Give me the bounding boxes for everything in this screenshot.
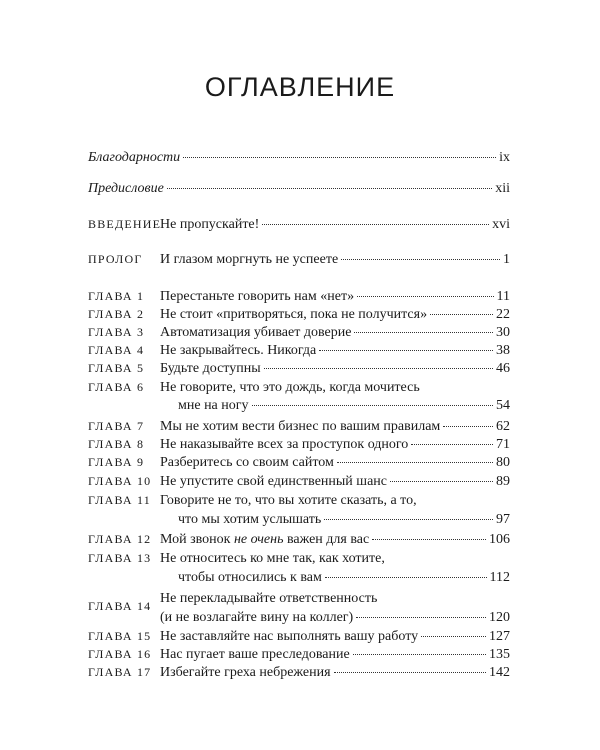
page-number: 30 <box>496 325 510 340</box>
entry-title: Предисловие <box>88 181 164 196</box>
page-number: 38 <box>496 343 510 358</box>
dot-leader <box>183 157 496 158</box>
dot-leader <box>354 332 493 333</box>
toc-line <box>160 436 510 453</box>
entry-label: ГЛАВА 1 <box>88 289 145 303</box>
entry-title: Не говорите, что это дождь, когда мочитесь <box>160 380 420 395</box>
page-number: 11 <box>496 289 510 304</box>
toc-line <box>160 379 510 396</box>
entry-title: Разберитесь со своим сайтом <box>160 455 334 470</box>
dot-leader <box>356 617 486 618</box>
entry-label: ГЛАВА 4 <box>88 343 145 357</box>
dot-leader <box>167 188 492 189</box>
entry-label: ГЛАВА 15 <box>88 629 152 643</box>
entry-title: Перестаньте говорить нам «нет» <box>160 289 355 304</box>
toc-line <box>88 149 510 166</box>
entry-title: Избегайте греха небрежения <box>160 665 331 680</box>
entry-label: ПРОЛОГ <box>88 252 143 266</box>
dot-leader <box>372 539 486 540</box>
entry-title: Не заставляйте нас выполнять вашу работу <box>160 629 419 644</box>
page-number: 46 <box>496 361 510 376</box>
toc-line <box>88 180 510 197</box>
toc-line <box>160 360 510 377</box>
toc-line <box>160 454 510 471</box>
entry-label: ГЛАВА 12 <box>88 532 152 546</box>
entry-label: ГЛАВА 2 <box>88 307 145 321</box>
dot-leader <box>411 444 493 445</box>
dot-leader <box>341 259 500 260</box>
toc-line-continued <box>178 569 510 586</box>
dot-leader <box>319 350 493 351</box>
entry-label: ГЛАВА 7 <box>88 419 145 433</box>
toc-line <box>160 492 510 509</box>
entry-title: Говорите не то, что вы хотите сказать, а то, <box>160 493 417 508</box>
entry-title-continued: что мы хотим услышать <box>178 512 322 527</box>
dot-leader <box>325 577 487 578</box>
entry-label: ГЛАВА 9 <box>88 455 145 469</box>
entry-label: ГЛАВА 5 <box>88 361 145 375</box>
toc-line <box>160 590 510 607</box>
entry-label: ГЛАВА 8 <box>88 437 145 451</box>
entry-title-part: важен для вас <box>283 532 370 547</box>
entry-title-part: Мой звонок <box>160 532 234 547</box>
dot-leader <box>337 462 493 463</box>
page-number: xvi <box>492 217 510 232</box>
entry-title-continued: чтобы относились к вам <box>178 570 322 585</box>
page-number: 71 <box>496 437 510 452</box>
toc-line-continued <box>178 397 510 414</box>
entry-title: Не перекладывайте ответственность <box>160 591 378 606</box>
page-number: 97 <box>496 512 510 527</box>
page-number: ix <box>499 150 510 165</box>
page-number: 54 <box>496 398 510 413</box>
entry-title: Благодарности <box>88 150 181 165</box>
entry-title: Не упустите свой единственный шанс <box>160 474 387 489</box>
page-title: ОГЛАВЛЕНИЕ <box>204 72 396 102</box>
entry-title-continued: мне на ногу <box>178 398 249 413</box>
entry-label: ГЛАВА 13 <box>88 551 152 565</box>
entry-title: Не закрывайтесь. Никогда <box>160 343 317 358</box>
page-number: 142 <box>489 665 510 680</box>
entry-label: ГЛАВА 16 <box>88 647 152 661</box>
toc-line <box>160 342 510 359</box>
entry-title: И глазом моргнуть не успеете <box>160 252 339 267</box>
entry-label: ГЛАВА 3 <box>88 325 145 339</box>
page-number: 89 <box>496 474 510 489</box>
page-number: 80 <box>496 455 510 470</box>
page-number: 22 <box>496 307 510 322</box>
dot-leader <box>262 224 489 225</box>
entry-label: ГЛАВА 6 <box>88 380 145 394</box>
page-number: 112 <box>489 570 510 585</box>
entry-title: Мы не хотим вести бизнес по вашим правилам <box>160 419 441 434</box>
page-number: xii <box>495 181 510 196</box>
toc-line <box>160 324 510 341</box>
dot-leader <box>334 672 486 673</box>
toc-line <box>160 531 510 548</box>
entry-label: ГЛАВА 11 <box>88 493 151 507</box>
dot-leader <box>421 636 486 637</box>
entry-title: Не относитесь ко мне так, как хотите, <box>160 551 385 566</box>
entry-label: ГЛАВА 10 <box>88 474 152 488</box>
toc-line <box>160 664 510 681</box>
entry-label: ГЛАВА 17 <box>88 665 152 679</box>
entry-title: Автоматизация убивает доверие <box>160 325 352 340</box>
toc-line <box>160 646 510 663</box>
entry-title: Нас пугает ваше преследование <box>160 647 350 662</box>
page-number: 62 <box>496 419 510 434</box>
toc-line <box>160 473 510 490</box>
dot-leader <box>353 654 486 655</box>
dot-leader <box>357 296 493 297</box>
entry-label: ГЛАВА 14 <box>88 599 152 613</box>
dot-leader <box>252 405 493 406</box>
toc-line-continued <box>160 609 510 626</box>
toc-line <box>160 306 510 323</box>
entry-title-continued: (и не возлагайте вину на коллег) <box>160 610 354 625</box>
entry-label: ВВЕДЕНИЕ <box>88 217 162 231</box>
entry-title: Не наказывайте всех за проступок одного <box>160 437 409 452</box>
toc-line-continued <box>178 511 510 528</box>
page-number: 120 <box>489 610 510 625</box>
dot-leader <box>324 519 493 520</box>
toc-line <box>160 288 510 305</box>
page-number: 106 <box>489 532 510 547</box>
toc-line <box>160 216 510 233</box>
dot-leader <box>443 426 493 427</box>
dot-leader <box>430 314 493 315</box>
dot-leader <box>264 368 493 369</box>
toc-line <box>160 251 510 268</box>
entry-title: Не пропускайте! <box>160 217 260 232</box>
toc-line <box>160 550 510 567</box>
entry-title-emphasis: не очень <box>233 532 284 547</box>
toc-line <box>160 418 510 435</box>
page-number: 135 <box>489 647 510 662</box>
page-number: 127 <box>489 629 510 644</box>
entry-title: Не стоит «притворяться, пока не получится» <box>160 307 428 322</box>
entry-title: Будьте доступны <box>160 361 261 376</box>
page-number: 1 <box>503 252 510 267</box>
toc-line <box>160 628 510 645</box>
dot-leader <box>390 481 493 482</box>
entry-title <box>160 531 369 548</box>
